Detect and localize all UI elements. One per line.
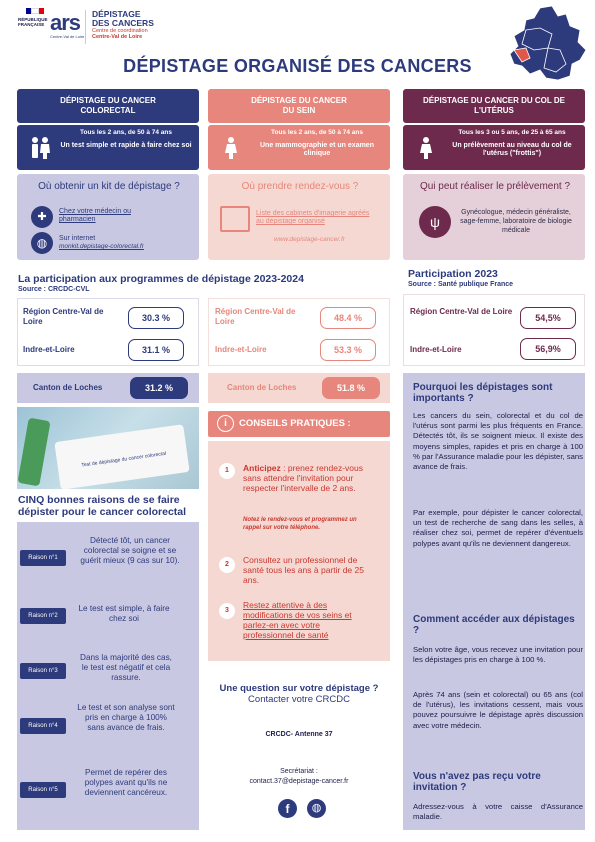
col-region-value: 54,5% [520, 307, 576, 329]
tip-1-text: Anticipez : prenez rendez-vous sans attendre l'invitation pour respecter l'intervalle de 2 ans. [243, 463, 363, 493]
kit-where-box [17, 174, 199, 260]
colorectal-info: Tous les 2 ans, de 50 à 74 ans Un test simple et rapide à faire chez soi [17, 125, 199, 170]
contact-question: Une question sur votre dépistage ? [219, 683, 379, 694]
secretariat-label: Secrétariat : [280, 768, 318, 775]
participation-source: Source : CRCDC-CVL [18, 286, 90, 293]
col-dept-value: 56,9% [520, 338, 576, 360]
tip-2-number: 2 [219, 557, 235, 573]
info-icon: i [217, 415, 234, 432]
facebook-icon[interactable]: f [278, 799, 297, 818]
reason-3-text: Dans la majorité des cas, le test est négatif et cela rassure. [80, 653, 172, 682]
reason-2-label: Raison n°2 [20, 608, 66, 624]
couple-icon [27, 135, 53, 161]
globe-icon: ◍ [31, 232, 53, 254]
clinic-icon [220, 206, 250, 232]
tip-3-text: Restez attentive à des modifications de vos seins et parlez-en avec votre professionnel de santé [243, 600, 352, 640]
participation-2023-source: Source : Santé publique France [408, 281, 514, 288]
participation-title: La participation aux programmes de dépistage 2023-2024 [18, 273, 304, 285]
col-uterus-header: DÉPISTAGE DU CANCER DU COL DE L'UTÉRUS [403, 89, 585, 123]
access-paragraph-1: Selon votre âge, vous recevez une invitation pour les dépistages pris en charge à 100 %. [413, 645, 583, 665]
conseils-title: CONSEILS PRATIQUES : [239, 418, 351, 429]
woman-icon [413, 135, 439, 161]
colorectal-dept-value: 31.1 % [128, 339, 184, 361]
tip-3-number: 3 [219, 603, 235, 619]
sein-canton-value: 51.8 % [322, 377, 380, 399]
dept-label: Indre-et-Loire [23, 345, 75, 354]
no-invitation-title: Vous n'avez pas reçu votre invitation ? [413, 771, 541, 793]
kit-doctor-link[interactable]: Chez votre médecin ou pharmacien [59, 208, 131, 223]
reasons-title: CINQ bonnes raisons de se faire dépister pour le cancer colorectal [18, 494, 187, 518]
prelevement-professionals: Gynécologue, médecin généraliste, sage-femme, laboratoire de biologie médicale [460, 209, 572, 234]
reason-1-text: Détecté tôt, un cancer colorectal se soigne et se guérit mieux (9 cas sur 10). [80, 536, 180, 565]
colorectal-canton-value: 31.2 % [130, 377, 188, 399]
kit-label: Test de dépistage du cancer colorectal [81, 450, 167, 469]
sein-header: DÉPISTAGE DU CANCER DU SEIN [208, 89, 390, 123]
kit-where-title: Où obtenir un kit de dépistage ? [38, 181, 180, 192]
tip-1-number: 1 [219, 463, 235, 479]
kit-photo [17, 407, 199, 489]
page-title: DÉPISTAGE ORGANISÉ DES CANCERS [123, 56, 472, 76]
tip-1-note: Notez le rendez-vous et programmez un rappel sur votre téléphone. [243, 517, 357, 531]
tip-2-text: Consultez un professionnel de santé tous les ans à partir de 25 ans. [243, 555, 364, 585]
antenne-label: CRCDC- Antenne 37 [265, 731, 333, 738]
sein-dept-value: 53.3 % [320, 339, 376, 361]
kit-internet-link[interactable]: monkit.depistage-colorectal.fr [59, 243, 144, 250]
canton-label: Canton de Loches [227, 383, 297, 392]
contact-email[interactable]: contact.37@depistage-cancer.fr [249, 778, 349, 785]
doctor-icon: ✚ [31, 206, 53, 228]
reason-2-text: Le test est simple, à faire chez soi [78, 604, 170, 623]
why-paragraph-1: Les cancers du sein, colorectal et du col de l'utérus sont parmi les plus fréquents en France. Détectés tôt, ils se soignent mieux. Il existe des moyens simples, rapides et pris en charge à 100 % par l'Assurance maladie pour les dépister, sans avance de frais. [413, 411, 583, 472]
dept-label: Indre-et-Loire [215, 345, 267, 354]
access-title: Comment accéder aux dépistages ? [413, 614, 575, 636]
reason-5-text: Permet de repérer des polypes avant qu'ils ne deviennent cancéreux. [84, 768, 168, 797]
prelevement-where-title: Qui peut réaliser le prélèvement ? [419, 181, 571, 192]
dept-label: Indre-et-Loire [410, 345, 462, 354]
contact-crcdc: Contacter votre CRCDC [248, 694, 350, 705]
col-uterus-info: Tous les 3 ou 5 ans, de 25 à 65 ans Un prélèvement au niveau du col de l'utérus ("frottis") [403, 125, 585, 170]
colorectal-header: DÉPISTAGE DU CANCER COLORECTAL [17, 89, 199, 123]
header-divider [85, 10, 86, 44]
access-paragraph-2: Après 74 ans (sein et colorectal) ou 65 ans (col de l'utérus), les invitations cessent, mais vous pouvez poursuivre le dépistage après discussion avec votre médecin. [413, 690, 583, 730]
ars-logo: ars [50, 10, 81, 35]
crcdc-logo: DÉPISTAGE DES CANCERS Centre de coordination Centre-Val de Loire [92, 9, 154, 40]
imaging-list-link[interactable]: Liste des cabinets d'imagerie agréés au dépistage organisé [256, 210, 370, 225]
reason-3-label: Raison n°3 [20, 663, 66, 679]
participation-2023-title: Participation 2023 [408, 268, 498, 280]
region-label: Région Centre-Val de Loire [23, 307, 104, 326]
conseils-header [208, 411, 390, 437]
woman-icon [218, 135, 244, 161]
republique-francaise-logo: RÉPUBLIQUE FRANÇAISE [18, 8, 62, 48]
depistage-website-link[interactable]: www.depistage-cancer.fr [274, 236, 345, 243]
reason-5-label: Raison n°5 [20, 782, 66, 798]
kit-internet-label: Sur internet [59, 235, 96, 242]
no-invitation-paragraph: Adressez-vous à votre caisse d'Assurance maladie. [413, 802, 583, 822]
canton-label: Canton de Loches [33, 383, 103, 392]
prelevement-where-box [403, 174, 585, 260]
region-label: Région Centre-Val de Loire [215, 307, 296, 326]
uterus-icon: ψ [419, 206, 451, 238]
reason-4-label: Raison n°4 [20, 718, 66, 734]
reason-4-text: Le test et son analyse sont pris en charge à 100% sans avance de frais. [77, 703, 175, 732]
globe-icon[interactable]: ◍ [307, 799, 326, 818]
sein-info: Tous les 2 ans, de 50 à 74 ans Une mammographie et un examen clinique [208, 125, 390, 170]
reason-1-label: Raison n°1 [20, 550, 66, 566]
why-title: Pourquoi les dépistages sont importants ? [413, 382, 553, 404]
region-label: Région Centre-Val de Loire [410, 307, 513, 316]
colorectal-region-value: 30.3 % [128, 307, 184, 329]
test-tube-icon [17, 418, 50, 487]
rdv-where-box [208, 174, 390, 260]
rdv-where-title: Où prendre rendez-vous ? [241, 181, 359, 192]
ars-subtitle: Centre-Val de Loire [50, 34, 85, 39]
why-paragraph-2: Par exemple, pour dépister le cancer colorectal, un test de recherche de sang dans les selles, à réaliser chez soi, permet de repérer d'éventuels polypes avant qu'ils ne deviennent dangereux. [413, 508, 583, 548]
sein-region-value: 48.4 % [320, 307, 376, 329]
